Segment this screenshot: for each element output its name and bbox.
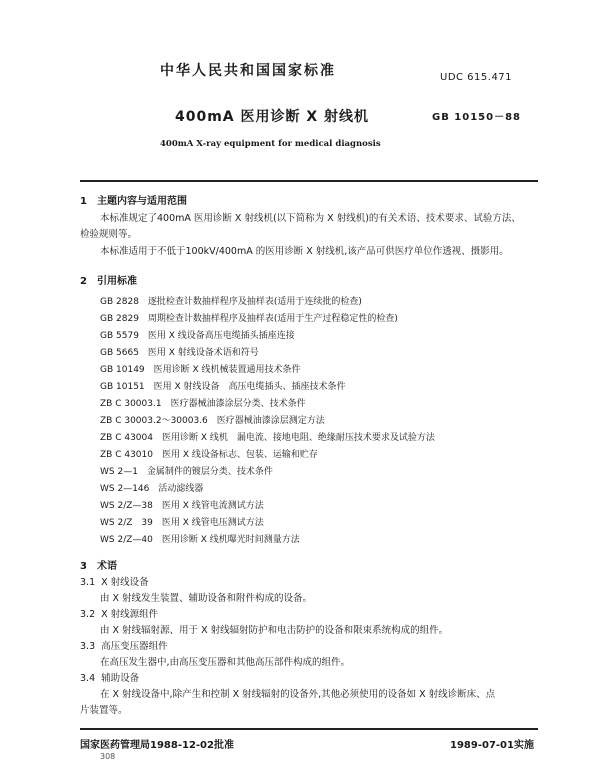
term-number: 3.3 bbox=[80, 641, 96, 652]
reference-item: ZB C 30003.2～30003.6 医疗器械油漆涂层测定方法 bbox=[100, 416, 325, 426]
reference-item: ZB C 43010 医用 X 线设备标志、包装、运输和贮存 bbox=[100, 450, 318, 460]
reference-item: GB 2829 周期检查计数抽样程序及抽样表(适用于生产过程稳定性的检查) bbox=[100, 314, 398, 324]
term-description-line2: 片装置等。 bbox=[80, 705, 128, 716]
term-heading bbox=[80, 575, 149, 590]
term-name: 高压变压器组件 bbox=[101, 641, 168, 652]
reference-item: ZB C 43004 医用诊断 X 线机 漏电流、接地电阻、绝缘耐压技术要求及试验方法 bbox=[100, 433, 435, 443]
reference-item: GB 2828 逐批检查计数抽样程序及抽样表(适用于连续批的检查) bbox=[100, 297, 362, 307]
approval-statement: 国家医药管理局1988-12-02批准 bbox=[80, 740, 234, 751]
effective-date: 1989-07-01实施 bbox=[450, 740, 534, 751]
term-number: 3.1 bbox=[80, 577, 96, 588]
reference-item: GB 10149 医用诊断 X 线机械装置通用技术条件 bbox=[100, 365, 301, 375]
reference-item: WS 2—1 金属制件的镀层分类、技术条件 bbox=[100, 467, 273, 477]
term-heading bbox=[80, 639, 168, 654]
gb-number: GB 10150－88 bbox=[432, 112, 522, 123]
term-number: 3.4 bbox=[80, 673, 96, 684]
reference-item: GB 5579 医用 X 线设备高压电缆插头插座连接 bbox=[100, 331, 295, 341]
section1-heading: 1 主题内容与适用范围 bbox=[80, 196, 187, 207]
section1-para1-line2: 检验规则等。 bbox=[80, 229, 138, 240]
section1-para2: 本标准适用于不低于100kV/400mA 的医用诊断 X 射线机,该产品可供医疗单位作透视、摄影用。 bbox=[100, 246, 509, 257]
page-number: 308 bbox=[100, 752, 116, 761]
term-name: X 射线设备 bbox=[101, 577, 149, 588]
reference-item: ZB C 30003.1 医疗器械油漆涂层分类、技术条件 bbox=[100, 399, 306, 409]
footer-divider bbox=[80, 728, 538, 730]
english-title: 400mA X-ray equipment for medical diagnosis bbox=[160, 139, 381, 149]
term-heading bbox=[80, 671, 139, 686]
term-description: 由 X 射线辐射源、用于 X 射线辐射防护和电击防护的设备和限束系统构成的组件。 bbox=[100, 625, 449, 636]
header-divider bbox=[80, 180, 538, 182]
reference-item: WS 2/Z—40 医用诊断 X 线机曝光时间测量方法 bbox=[100, 535, 300, 545]
term-description: 由 X 射线发生装置、辅助设备和附件构成的设备。 bbox=[100, 593, 313, 604]
reference-item: GB 5665 医用 X 射线设备术语和符号 bbox=[100, 348, 259, 358]
term-name: X 射线源组件 bbox=[101, 609, 159, 620]
term-description-line1: 在 X 射线设备中,除产生和控制 X 射线辐射的设备外,其他必须使用的设备如 X 射线诊断床、点 bbox=[100, 689, 496, 700]
term-number: 3.2 bbox=[80, 609, 96, 620]
document-title: 400mA 医用诊断 X 射线机 bbox=[175, 109, 370, 125]
udc-number: UDC 615.471 bbox=[440, 72, 513, 83]
section1-para1-line1: 本标准规定了400mA 医用诊断 X 射线机(以下简称为 X 射线机)的有关术语、技术要求、试验方法、 bbox=[100, 213, 521, 224]
standard-category-title: 中华人民共和国国家标准 bbox=[160, 63, 336, 79]
term-description: 在高压发生器中,由高压变压器和其他高压部件构成的组件。 bbox=[100, 657, 351, 668]
section3-heading: 3 术语 bbox=[80, 561, 117, 572]
reference-item: WS 2—146 活动滤线器 bbox=[100, 484, 204, 494]
term-name: 辅助设备 bbox=[101, 673, 140, 684]
reference-item: WS 2/Z 39 医用 X 线管电压测试方法 bbox=[100, 518, 264, 528]
reference-item: GB 10151 医用 X 射线设备 高压电缆插头、插座技术条件 bbox=[100, 382, 346, 392]
reference-item: WS 2/Z—38 医用 X 线管电流测试方法 bbox=[100, 501, 264, 511]
term-heading bbox=[80, 607, 158, 622]
section2-heading: 2 引用标准 bbox=[80, 276, 137, 287]
